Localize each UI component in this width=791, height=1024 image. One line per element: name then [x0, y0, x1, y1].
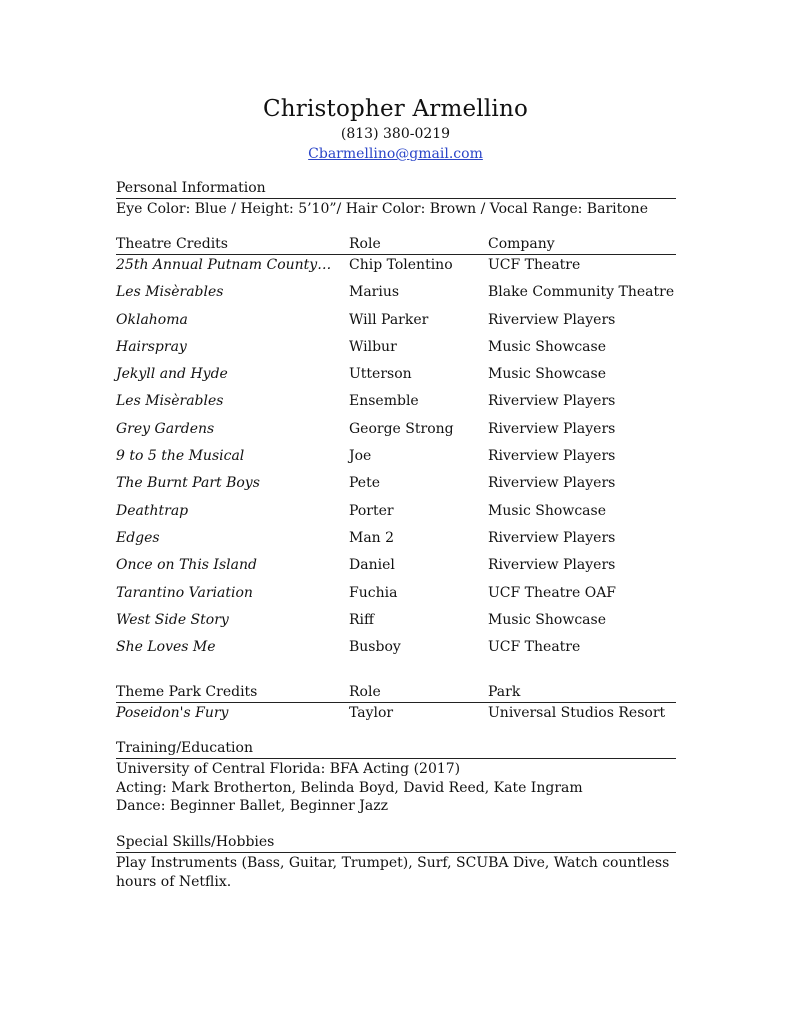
section-title: Personal Information	[116, 178, 676, 199]
credit-title: Deathtrap	[116, 502, 189, 519]
credit-row	[116, 364, 676, 391]
credit-role: Daniel	[349, 557, 395, 574]
credit-company: Riverview Players	[488, 529, 616, 546]
column-header: Theatre Credits	[116, 236, 228, 252]
training-section	[116, 738, 676, 816]
credit-role: Man 2	[349, 529, 395, 546]
credit-title: Tarantino Variation	[116, 584, 253, 601]
credit-company: Riverview Players	[488, 448, 616, 465]
credit-company: Music Showcase	[488, 366, 606, 383]
theatre-credits-list	[116, 255, 676, 664]
training-line: University of Central Florida: BFA Acting (2017)	[116, 761, 461, 777]
credit-title: Hairspray	[116, 338, 187, 355]
credit-title: 25th Annual Putnam County…	[116, 257, 332, 273]
credit-title: Les Misèrables	[116, 393, 224, 410]
resume-header	[0, 94, 791, 163]
credit-row	[116, 637, 676, 664]
column-header: Theme Park Credits	[116, 684, 258, 700]
phone-number: (813) 380-0219	[340, 126, 451, 142]
credit-row	[116, 282, 676, 309]
credit-title: Les Misèrables	[116, 284, 224, 301]
credit-title: She Loves Me	[116, 639, 216, 656]
credit-company: Music Showcase	[488, 338, 606, 355]
skills-text: Play Instruments (Bass, Guitar, Trumpet), Surf, SCUBA Dive, Watch countless hours of Netflix.	[116, 855, 670, 890]
credit-title: Oklahoma	[116, 311, 188, 328]
credit-role: Porter	[349, 502, 394, 519]
email-link[interactable]: Cbarmellino@gmail.com	[308, 146, 483, 162]
credit-row	[116, 528, 676, 555]
training-line: Acting: Mark Brotherton, Belinda Boyd, David Reed, Kate Ingram	[116, 779, 583, 796]
personal-info-section	[116, 178, 676, 219]
credit-title: Grey Gardens	[116, 420, 215, 437]
credit-row	[116, 501, 676, 528]
credit-role: Fuchia	[349, 584, 398, 601]
credit-row	[116, 310, 676, 337]
section-title: Training/Education	[116, 738, 676, 759]
credit-role: Taylor	[349, 705, 394, 721]
credit-title: 9 to 5 the Musical	[116, 448, 245, 465]
credit-row	[116, 583, 676, 610]
credit-company: Music Showcase	[488, 502, 606, 519]
credit-role: Joe	[349, 448, 372, 465]
credit-role: Pete	[349, 475, 380, 492]
skills-section	[116, 832, 676, 891]
credit-company: Riverview Players	[488, 475, 616, 492]
credit-row	[116, 555, 676, 582]
credit-role: Chip Tolentino	[349, 257, 453, 273]
column-header: Park	[488, 684, 521, 700]
credit-company: UCF Theatre	[488, 257, 581, 273]
credit-row	[116, 446, 676, 473]
theme-park-credits-header	[116, 682, 676, 703]
credit-title: West Side Story	[116, 611, 229, 628]
credit-company: Universal Studios Resort	[488, 705, 666, 721]
credit-row	[116, 391, 676, 418]
credit-title: Jekyll and Hyde	[116, 366, 228, 383]
credit-company: Riverview Players	[488, 311, 616, 328]
credit-row	[116, 255, 676, 282]
credit-role: Riff	[349, 611, 374, 628]
column-header: Role	[349, 236, 381, 252]
credit-row	[116, 703, 676, 730]
credit-row	[116, 419, 676, 446]
theatre-credits-section	[116, 234, 676, 664]
credit-role: George Strong	[349, 420, 454, 437]
credit-role: Will Parker	[349, 311, 429, 328]
credit-company: UCF Theatre	[488, 639, 581, 656]
credit-title: The Burnt Part Boys	[116, 475, 260, 492]
credit-title: Edges	[116, 529, 160, 546]
candidate-name: Christopher Armellino	[262, 96, 529, 122]
column-header: Role	[349, 684, 381, 700]
credit-title: Poseidon's Fury	[116, 705, 229, 721]
credit-company: UCF Theatre OAF	[488, 584, 617, 601]
credit-role: Wilbur	[349, 338, 397, 355]
credit-company: Music Showcase	[488, 611, 606, 628]
theme-park-credits-list	[116, 703, 676, 730]
credit-row	[116, 610, 676, 637]
credit-company: Blake Community Theatre	[488, 284, 675, 301]
credit-role: Busboy	[349, 639, 401, 656]
training-line: Dance: Beginner Ballet, Beginner Jazz	[116, 798, 388, 814]
credit-title: Once on This Island	[116, 557, 257, 574]
theatre-credits-header	[116, 234, 676, 255]
credit-company: Riverview Players	[488, 393, 616, 410]
credit-row	[116, 337, 676, 364]
credit-company: Riverview Players	[488, 420, 616, 437]
credit-company: Riverview Players	[488, 557, 616, 574]
theme-park-credits-section	[116, 682, 676, 730]
credit-role: Marius	[349, 284, 400, 301]
credit-row	[116, 473, 676, 500]
column-header: Company	[488, 236, 555, 252]
credit-role: Utterson	[349, 366, 412, 383]
section-title: Special Skills/Hobbies	[116, 832, 676, 853]
credit-role: Ensemble	[349, 393, 419, 410]
personal-info-text: Eye Color: Blue / Height: 5’10”/ Hair Color: Brown / Vocal Range: Baritone	[116, 201, 648, 217]
